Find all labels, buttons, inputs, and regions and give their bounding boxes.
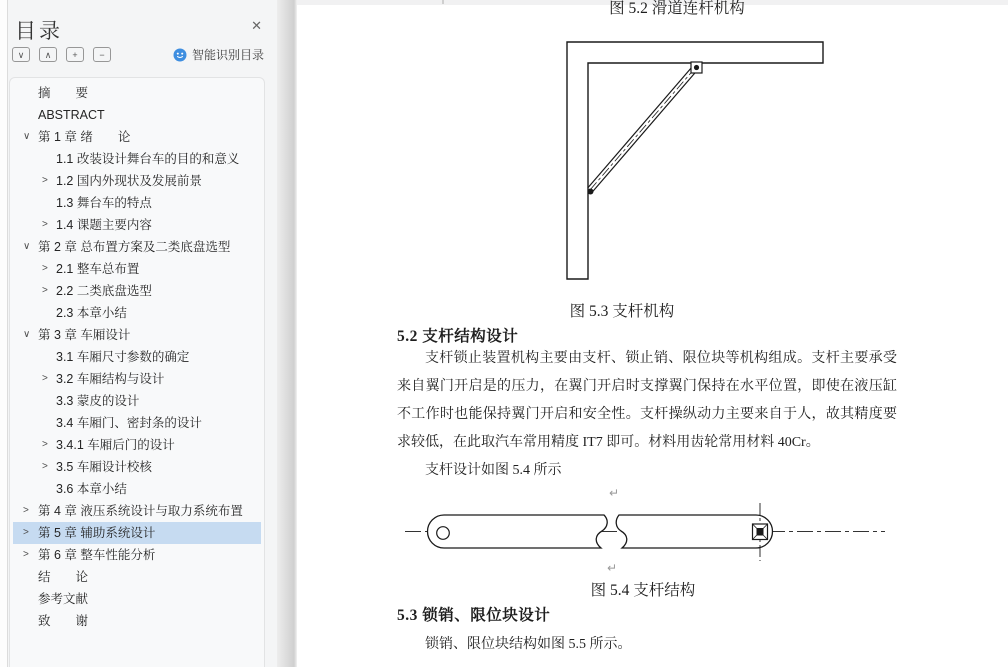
toc-item[interactable]: [13, 566, 261, 588]
toc-item-label: 3.2 车厢结构与设计: [56, 372, 165, 386]
toc-panel: [9, 77, 265, 667]
toc-item[interactable]: [13, 280, 261, 302]
toc-item-label: 1.4 课题主要内容: [56, 218, 152, 232]
toc-item[interactable]: [13, 522, 261, 544]
expand-plus-button[interactable]: +: [66, 47, 84, 62]
smart-toc-button[interactable]: [173, 46, 264, 63]
section-5-3-heading: 5.3 锁销、限位块设计: [397, 607, 551, 624]
toc-item-label: 3.4.1 车厢后门的设计: [56, 438, 175, 452]
toc-item-label: 1.1 改装设计舞台车的目的和意义: [56, 152, 240, 166]
toc-item[interactable]: [13, 500, 261, 522]
svg-text:↵: ↵: [609, 486, 620, 500]
document-pane: [297, 0, 1008, 667]
toc-item-label: 致 谢: [38, 614, 89, 628]
toc-item-label: 摘 要: [38, 86, 89, 100]
toc-sidebar: [8, 0, 277, 667]
toc-item[interactable]: [13, 346, 261, 368]
toc-chevron-icon[interactable]: >: [42, 439, 48, 450]
toc-item-label: 第 6 章 整车性能分析: [38, 548, 156, 562]
toc-chevron-icon[interactable]: ∨: [23, 241, 31, 252]
ai-assistant-icon: [173, 48, 187, 62]
toc-item[interactable]: [13, 368, 261, 390]
toc-item-label: 第 5 章 辅助系统设计: [38, 526, 156, 540]
toc-item-label: 3.1 车厢尺寸参数的确定: [56, 350, 190, 364]
page-top-tick: [442, 0, 444, 4]
toc-item[interactable]: [13, 544, 261, 566]
toc-item-label: 3.4 车厢门、密封条的设计: [56, 416, 202, 430]
toc-item[interactable]: [13, 478, 261, 500]
collapse-minus-button[interactable]: −: [93, 47, 111, 62]
toc-item[interactable]: [13, 258, 261, 280]
figure-5-3: [565, 35, 837, 287]
toc-item-label: 结 论: [38, 570, 89, 584]
panel-resize-gutter: [277, 0, 297, 667]
toc-item-label: 2.2 二类底盘选型: [56, 284, 152, 298]
toc-item[interactable]: [13, 170, 261, 192]
toc-chevron-icon[interactable]: >: [23, 527, 29, 538]
toc-list: [13, 82, 261, 632]
toc-item-label: 参考文献: [38, 592, 89, 606]
section-5-3-paragraph: 锁销、限位块结构如图 5.5 所示。: [425, 637, 632, 652]
toc-item[interactable]: [13, 192, 261, 214]
toc-item[interactable]: [13, 148, 261, 170]
toc-item[interactable]: [13, 104, 261, 126]
sidebar-title: 目录: [15, 20, 63, 43]
toc-chevron-icon[interactable]: ∨: [23, 131, 31, 142]
toc-item-label: ABSTRACT: [38, 108, 105, 122]
section-5-2-paragraph2: 支杆设计如图 5.4 所示: [425, 463, 562, 478]
toc-item-label: 2.1 整车总布置: [56, 262, 140, 276]
toc-item[interactable]: [13, 324, 261, 346]
toc-chevron-icon[interactable]: >: [23, 549, 29, 560]
figure-5-4-caption: 图 5.4 支杆结构: [590, 582, 696, 599]
toc-item[interactable]: [13, 214, 261, 236]
toc-item-label: 3.5 车厢设计校核: [56, 460, 152, 474]
toc-chevron-icon[interactable]: >: [42, 285, 48, 296]
section-5-2-heading: 5.2 支杆结构设计: [397, 328, 519, 345]
figure-5-3-caption: 图 5.3 支杆机构: [569, 303, 675, 320]
chevron-up-button[interactable]: ∧: [39, 47, 57, 62]
toc-item[interactable]: [13, 588, 261, 610]
toc-item[interactable]: [13, 610, 261, 632]
toc-item[interactable]: [13, 82, 261, 104]
figure-5-4: [395, 483, 907, 578]
section-5-2-paragraph: 支杆锁止装置机构主要由支杆、锁止销、限位块等机构组成。支杆主要承受来自翼门开启是的压力，在翼门开启时支撑翼门保持在水平位置，即使在液压缸不工作时也能保持翼门开启和安全性。支杆操纵动力主要来自于人，故其精度要求较低，在此取汽车常用精度 IT7 即可。材料用齿轮常用材料 40Cr。: [397, 351, 897, 450]
toc-item-label: 3.3 蒙皮的设计: [56, 394, 140, 408]
toc-item[interactable]: [13, 456, 261, 478]
toc-item-label: 3.6 本章小结: [56, 482, 127, 496]
toc-chevron-icon[interactable]: >: [42, 263, 48, 274]
toc-chevron-icon[interactable]: >: [42, 219, 48, 230]
toc-item[interactable]: [13, 236, 261, 258]
toc-item[interactable]: [13, 302, 261, 324]
svg-text:↵: ↵: [607, 561, 618, 575]
toc-item[interactable]: [13, 390, 261, 412]
toc-item[interactable]: [13, 412, 261, 434]
figure-5-2-caption: 图 5.2 滑道连杆机构: [609, 0, 745, 17]
toc-chevron-icon[interactable]: >: [42, 175, 48, 186]
toc-item-label: 第 4 章 液压系统设计与取力系统布置: [38, 504, 243, 518]
toc-item[interactable]: [13, 434, 261, 456]
toc-item[interactable]: [13, 126, 261, 148]
toc-item-label: 第 3 章 车厢设计: [38, 328, 131, 342]
toc-item-label: 2.3 本章小结: [56, 306, 127, 320]
toc-chevron-icon[interactable]: ∨: [23, 329, 31, 340]
close-icon[interactable]: ✕: [251, 18, 262, 33]
toc-item-label: 第 1 章 绪 论: [38, 130, 131, 144]
toc-chevron-icon[interactable]: >: [23, 505, 29, 516]
toc-item-label: 第 2 章 总布置方案及二类底盘选型: [38, 240, 231, 254]
toc-chevron-icon[interactable]: >: [42, 461, 48, 472]
section-5-2-body: [397, 345, 897, 485]
toc-chevron-icon[interactable]: >: [42, 373, 48, 384]
smart-toc-label: 智能识别目录: [191, 48, 264, 62]
chevron-down-button[interactable]: ∨: [12, 47, 30, 62]
toc-item-label: 1.3 舞台车的特点: [56, 196, 152, 210]
left-rail: [0, 0, 8, 667]
toc-item-label: 1.2 国内外现状及发展前景: [56, 174, 202, 188]
